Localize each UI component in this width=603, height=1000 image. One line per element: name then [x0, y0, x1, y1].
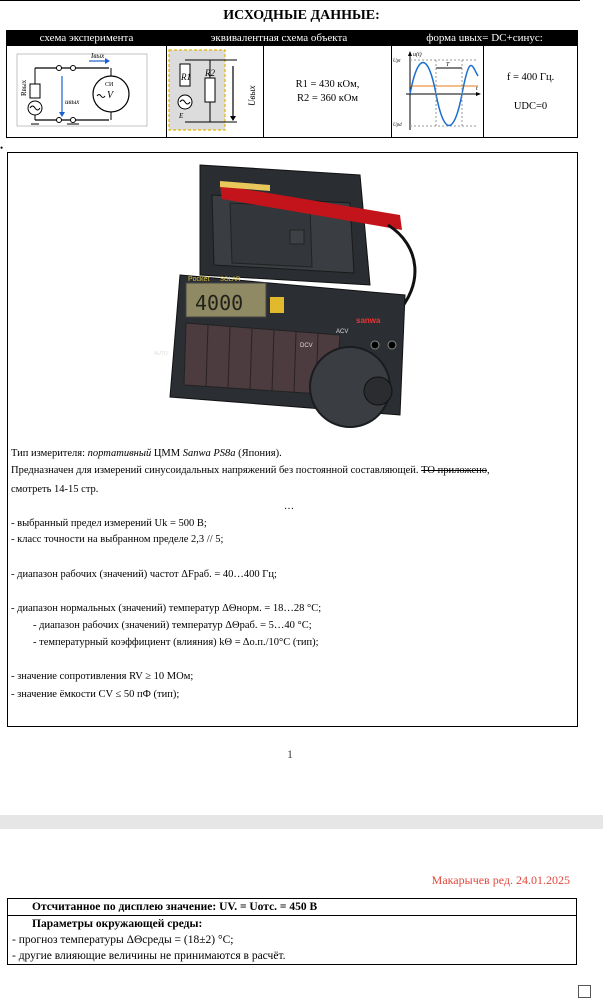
brand-label: sanwa [356, 316, 381, 325]
page-number: 1 [287, 747, 293, 761]
si-label: СИ [105, 82, 114, 88]
t-axis-label: t [476, 86, 478, 92]
spec-item: - диапазон нормальных (значений) температур ΔΘнорм. = 18…28 °С; [11, 603, 322, 614]
struck-text: ТО приложено [421, 465, 488, 476]
r2-label: R2 [205, 68, 215, 78]
solar-label: SOLAR [220, 277, 241, 283]
uvyh-label: uвых [65, 98, 80, 106]
multimeter-photo [140, 155, 440, 435]
e-label: E [179, 112, 184, 120]
waveform-cell [392, 46, 484, 138]
spec-item: - температурный коэффициент (влияния) kΘ = Δо.п./10°С (тип); [33, 637, 319, 648]
spec-item: - значение сопротивления RV ≥ 10 МОм; [11, 671, 194, 682]
environment-cell [8, 916, 577, 965]
waveform-diagram [392, 46, 482, 134]
environment-item: - другие влияющие величины не принимаются в расчёт. [12, 950, 286, 962]
device-purpose-line-2: смотреть 14-15 стр. [11, 484, 99, 495]
environment-title: Параметры окружающей среды: [32, 918, 203, 930]
spec-item: - класс точности на выбранном пределе 2,3 // 5; [11, 534, 224, 545]
experiment-circuit [7, 46, 167, 138]
device-purpose-line: Предназначен для измерений синусоидальных напряжений без постоянной составляющей. ТО приложено, [11, 465, 490, 476]
page-break [0, 815, 603, 829]
rvyh-label: Rвых [20, 79, 28, 96]
spec-item: - диапазон рабочих (значений) частот ΔFраб. = 40…400 Гц; [11, 569, 277, 580]
reading-cell [8, 899, 577, 916]
equivalent-circuit-diagram [167, 46, 262, 134]
equivalent-circuit [167, 46, 264, 138]
header-experiment: схема эксперимента [7, 31, 167, 46]
spec-item: - диапазон рабочих (значений) температур ΔΘраб. = 5…40 °С; [33, 620, 312, 631]
u-axis-label: u(t) [413, 52, 422, 58]
header-waveform: форма uвых= DC+синус: [392, 31, 578, 46]
uvyh-eq-label: Uвых [247, 85, 257, 106]
page-title: ИСХОДНЫЕ ДАННЫЕ: [223, 8, 380, 23]
spec-item: - значение ёмкости CV ≤ 50 пФ (тип); [11, 689, 180, 700]
resistance-values [264, 46, 392, 138]
experiment-circuit-diagram [7, 46, 165, 134]
acv-label: ACV [336, 329, 349, 335]
v-label: V [107, 90, 114, 101]
r1-label: R1 [181, 72, 191, 82]
r1-value: R1 = 430 кОм, [295, 78, 360, 90]
source-data-table [6, 30, 578, 138]
ellipsis: … [284, 501, 294, 512]
spec-item: - выбранный предел измерений Uk = 500 В; [11, 518, 207, 529]
page-2 [0, 829, 603, 1000]
environment-item: - прогноз температуры ΔΘсреды = (18±2) °С; [12, 934, 234, 946]
checkbox[interactable] [578, 985, 591, 998]
margin-mark: • [0, 143, 4, 153]
frequency-value: f = 400 Гц. [506, 71, 555, 83]
upt-label: Upt [393, 59, 401, 64]
dcv-label: DCV [300, 343, 313, 349]
ivyh-label: Iвых [91, 52, 105, 60]
udc-value: UDC=0 [513, 100, 548, 112]
top-rule [0, 0, 580, 1]
display-digits: 4000 [195, 291, 244, 315]
author-note: Макарычев ред. 24.01.2025 [431, 873, 570, 887]
reading-table [7, 898, 577, 965]
params-cell [484, 46, 578, 138]
upd-label: Upd [393, 123, 402, 128]
r2-value: R2 = 360 кОм [296, 92, 359, 104]
period-label: T [446, 62, 450, 68]
device-type-line: Тип измерителя: портативный ЦММ Sanwa PS8a (Япония). [11, 448, 282, 459]
auto-label: AUTO [154, 351, 168, 357]
pocket-label: Pocket [188, 276, 210, 283]
header-equivalent: эквивалентная схема объекта [167, 31, 392, 46]
reading-text: Отсчитанное по дисплею значение: UV. = Uотс. = 450 В [32, 901, 318, 913]
